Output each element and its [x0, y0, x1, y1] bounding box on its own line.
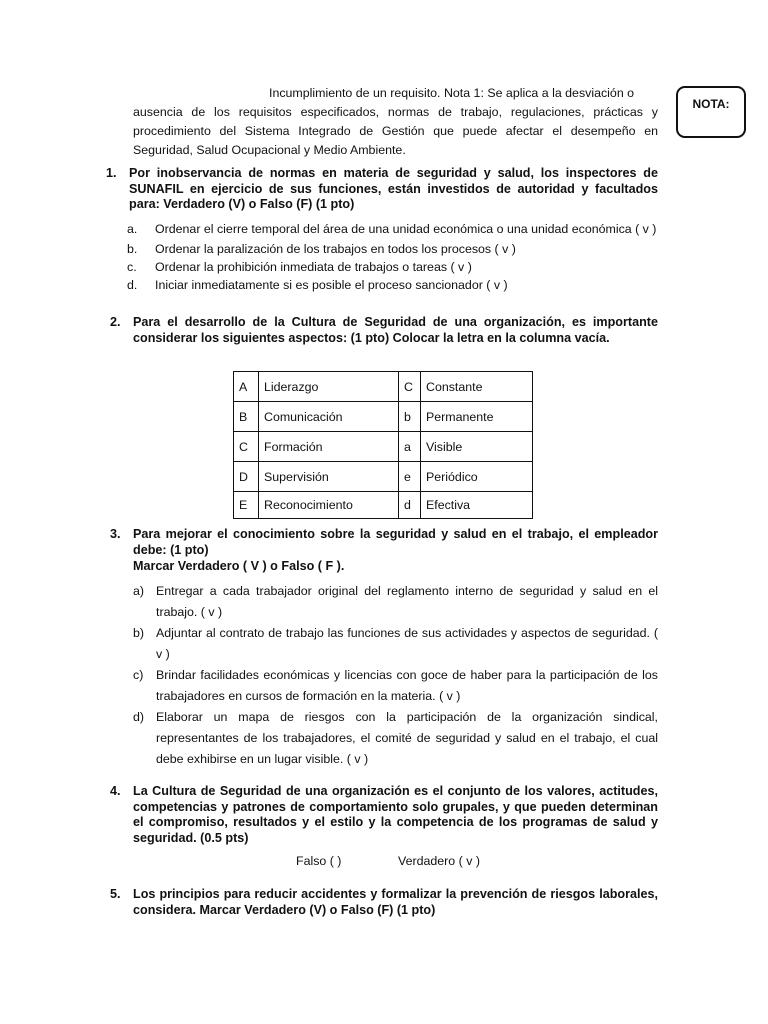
- table-row: [234, 462, 533, 492]
- q1-option-label: c.: [127, 259, 137, 274]
- q1-option-c: [127, 258, 658, 276]
- q3-instruction: Marcar Verdadero ( V ) o Falso ( F ).: [133, 559, 345, 573]
- table-row: [234, 432, 533, 462]
- aspect-letter: A: [234, 372, 259, 402]
- answer-letter: e: [399, 462, 421, 492]
- answer-letter: a: [399, 432, 421, 462]
- intro-rest: ausencia de los requisitos especificados, normas de trabajo, regulaciones, prácticas y procedimiento del Sistema Integrado de Gestión que puede afectar el desempeño en Seguridad, Salud Ocupacional y Medio Ambiente.: [133, 105, 658, 157]
- table-row: [234, 372, 533, 402]
- q3-option-label: d): [133, 710, 145, 724]
- aspect-name: Reconocimiento: [259, 492, 399, 519]
- quality-name: Efectiva: [421, 492, 533, 519]
- q1-number: 1.: [106, 166, 117, 180]
- q4-text: La Cultura de Seguridad de una organización es el conjunto de los valores, actitudes, competencias y patrones de comportamiento solo grupales, y que pueden determinan el compromiso, resultados y el estilo y la competencia de los programas de salud y seguridad. (0.5 pts): [133, 784, 658, 845]
- q2-number: 2.: [110, 315, 121, 329]
- intro-first-line: Incumplimiento de un requisito. Nota 1: Se aplica a la desviación o: [269, 86, 635, 100]
- nota-box: [676, 86, 746, 138]
- quality-name: Visible: [421, 432, 533, 462]
- answer-letter: b: [399, 402, 421, 432]
- q3-option-label: b): [133, 626, 145, 640]
- q3-option-text: Adjuntar al contrato de trabajo las funciones de sus actividades y aspectos de seguridad. ( v ): [156, 626, 658, 661]
- culture-table: [233, 371, 533, 519]
- q1-option-text: Ordenar el cierre temporal del área de una unidad económica o una unidad económica ( v ): [155, 222, 657, 236]
- q3-number: 3.: [110, 527, 121, 541]
- q3-option-b: [133, 623, 658, 665]
- q1-option-label: b.: [127, 241, 138, 256]
- q1-option-a: [127, 222, 658, 238]
- q1-option-b: [127, 240, 658, 258]
- q3-option-label: a): [133, 584, 145, 598]
- q4-number: 4.: [110, 784, 121, 798]
- q1-options: [127, 222, 658, 294]
- q4-verdadero: Verdadero ( v ): [398, 854, 480, 868]
- q3-option-a: [133, 581, 658, 623]
- quality-name: Permanente: [421, 402, 533, 432]
- intro-paragraph: [133, 84, 658, 160]
- q3-option-d: [133, 707, 658, 770]
- q1-option-text: Iniciar inmediatamente si es posible el proceso sancionador ( v ): [155, 277, 508, 292]
- q1-option-text: Ordenar la paralización de los trabajos en todos los procesos ( v ): [155, 241, 516, 256]
- quality-name: Constante: [421, 372, 533, 402]
- q3-option-c: [133, 665, 658, 707]
- q5-number: 5.: [110, 887, 121, 901]
- q3-option-text: Entregar a cada trabajador original del reglamento interno de seguridad y salud en el trabajo. ( v ): [156, 584, 658, 619]
- table-row: [234, 402, 533, 432]
- aspect-letter: C: [234, 432, 259, 462]
- aspect-name: Formación: [259, 432, 399, 462]
- aspect-name: Liderazgo: [259, 372, 399, 402]
- q1-option-label: a.: [127, 222, 138, 236]
- q2-text: Para el desarrollo de la Cultura de Seguridad de una organización, es importante considerar los siguientes aspectos: (1 pto) Colocar la letra en la columna vacía.: [133, 315, 658, 345]
- answer-letter: C: [399, 372, 421, 402]
- q5-text: Los principios para reducir accidentes y formalizar la prevención de riesgos laborales, considera. Marcar Verdadero (V) o Falso (F) (1 pto): [133, 887, 658, 917]
- nota-label: NOTA:: [692, 97, 730, 111]
- q3-option-text: Elaborar un mapa de riesgos con la participación de la organización sindical, representantes de los trabajadores, el comité de seguridad y salud en el trabajo, el cual debe exhibirse en un lugar visible. ( v ): [156, 710, 658, 766]
- q1-option-label: d.: [127, 277, 138, 292]
- q3-option-label: c): [133, 668, 144, 682]
- q3-text: Para mejorar el conocimiento sobre la seguridad y salud en el trabajo, el empleador debe: (1 pto): [133, 527, 658, 557]
- aspect-letter: E: [234, 492, 259, 519]
- q1-text: Por inobservancia de normas en materia de seguridad y salud, los inspectores de SUNAFIL en ejercicio de sus funciones, están investidos de autoridad y facultados para: Verdadero (V) o Falso (F) (1 pto): [129, 166, 658, 211]
- q1-option-d: [127, 276, 658, 294]
- q4-falso: Falso ( ): [296, 854, 342, 868]
- answer-letter: d: [399, 492, 421, 519]
- quality-name: Periódico: [421, 462, 533, 492]
- aspect-name: Supervisión: [259, 462, 399, 492]
- q3-options: [133, 581, 658, 770]
- aspect-name: Comunicación: [259, 402, 399, 432]
- aspect-letter: D: [234, 462, 259, 492]
- table-row: [234, 492, 533, 519]
- aspect-letter: B: [234, 402, 259, 432]
- q3-option-text: Brindar facilidades económicas y licencias con goce de haber para la participación de los trabajadores en cursos de formación en la materia. ( v ): [156, 668, 658, 703]
- q1-option-text: Ordenar la prohibición inmediata de trabajos o tareas ( v ): [155, 259, 472, 274]
